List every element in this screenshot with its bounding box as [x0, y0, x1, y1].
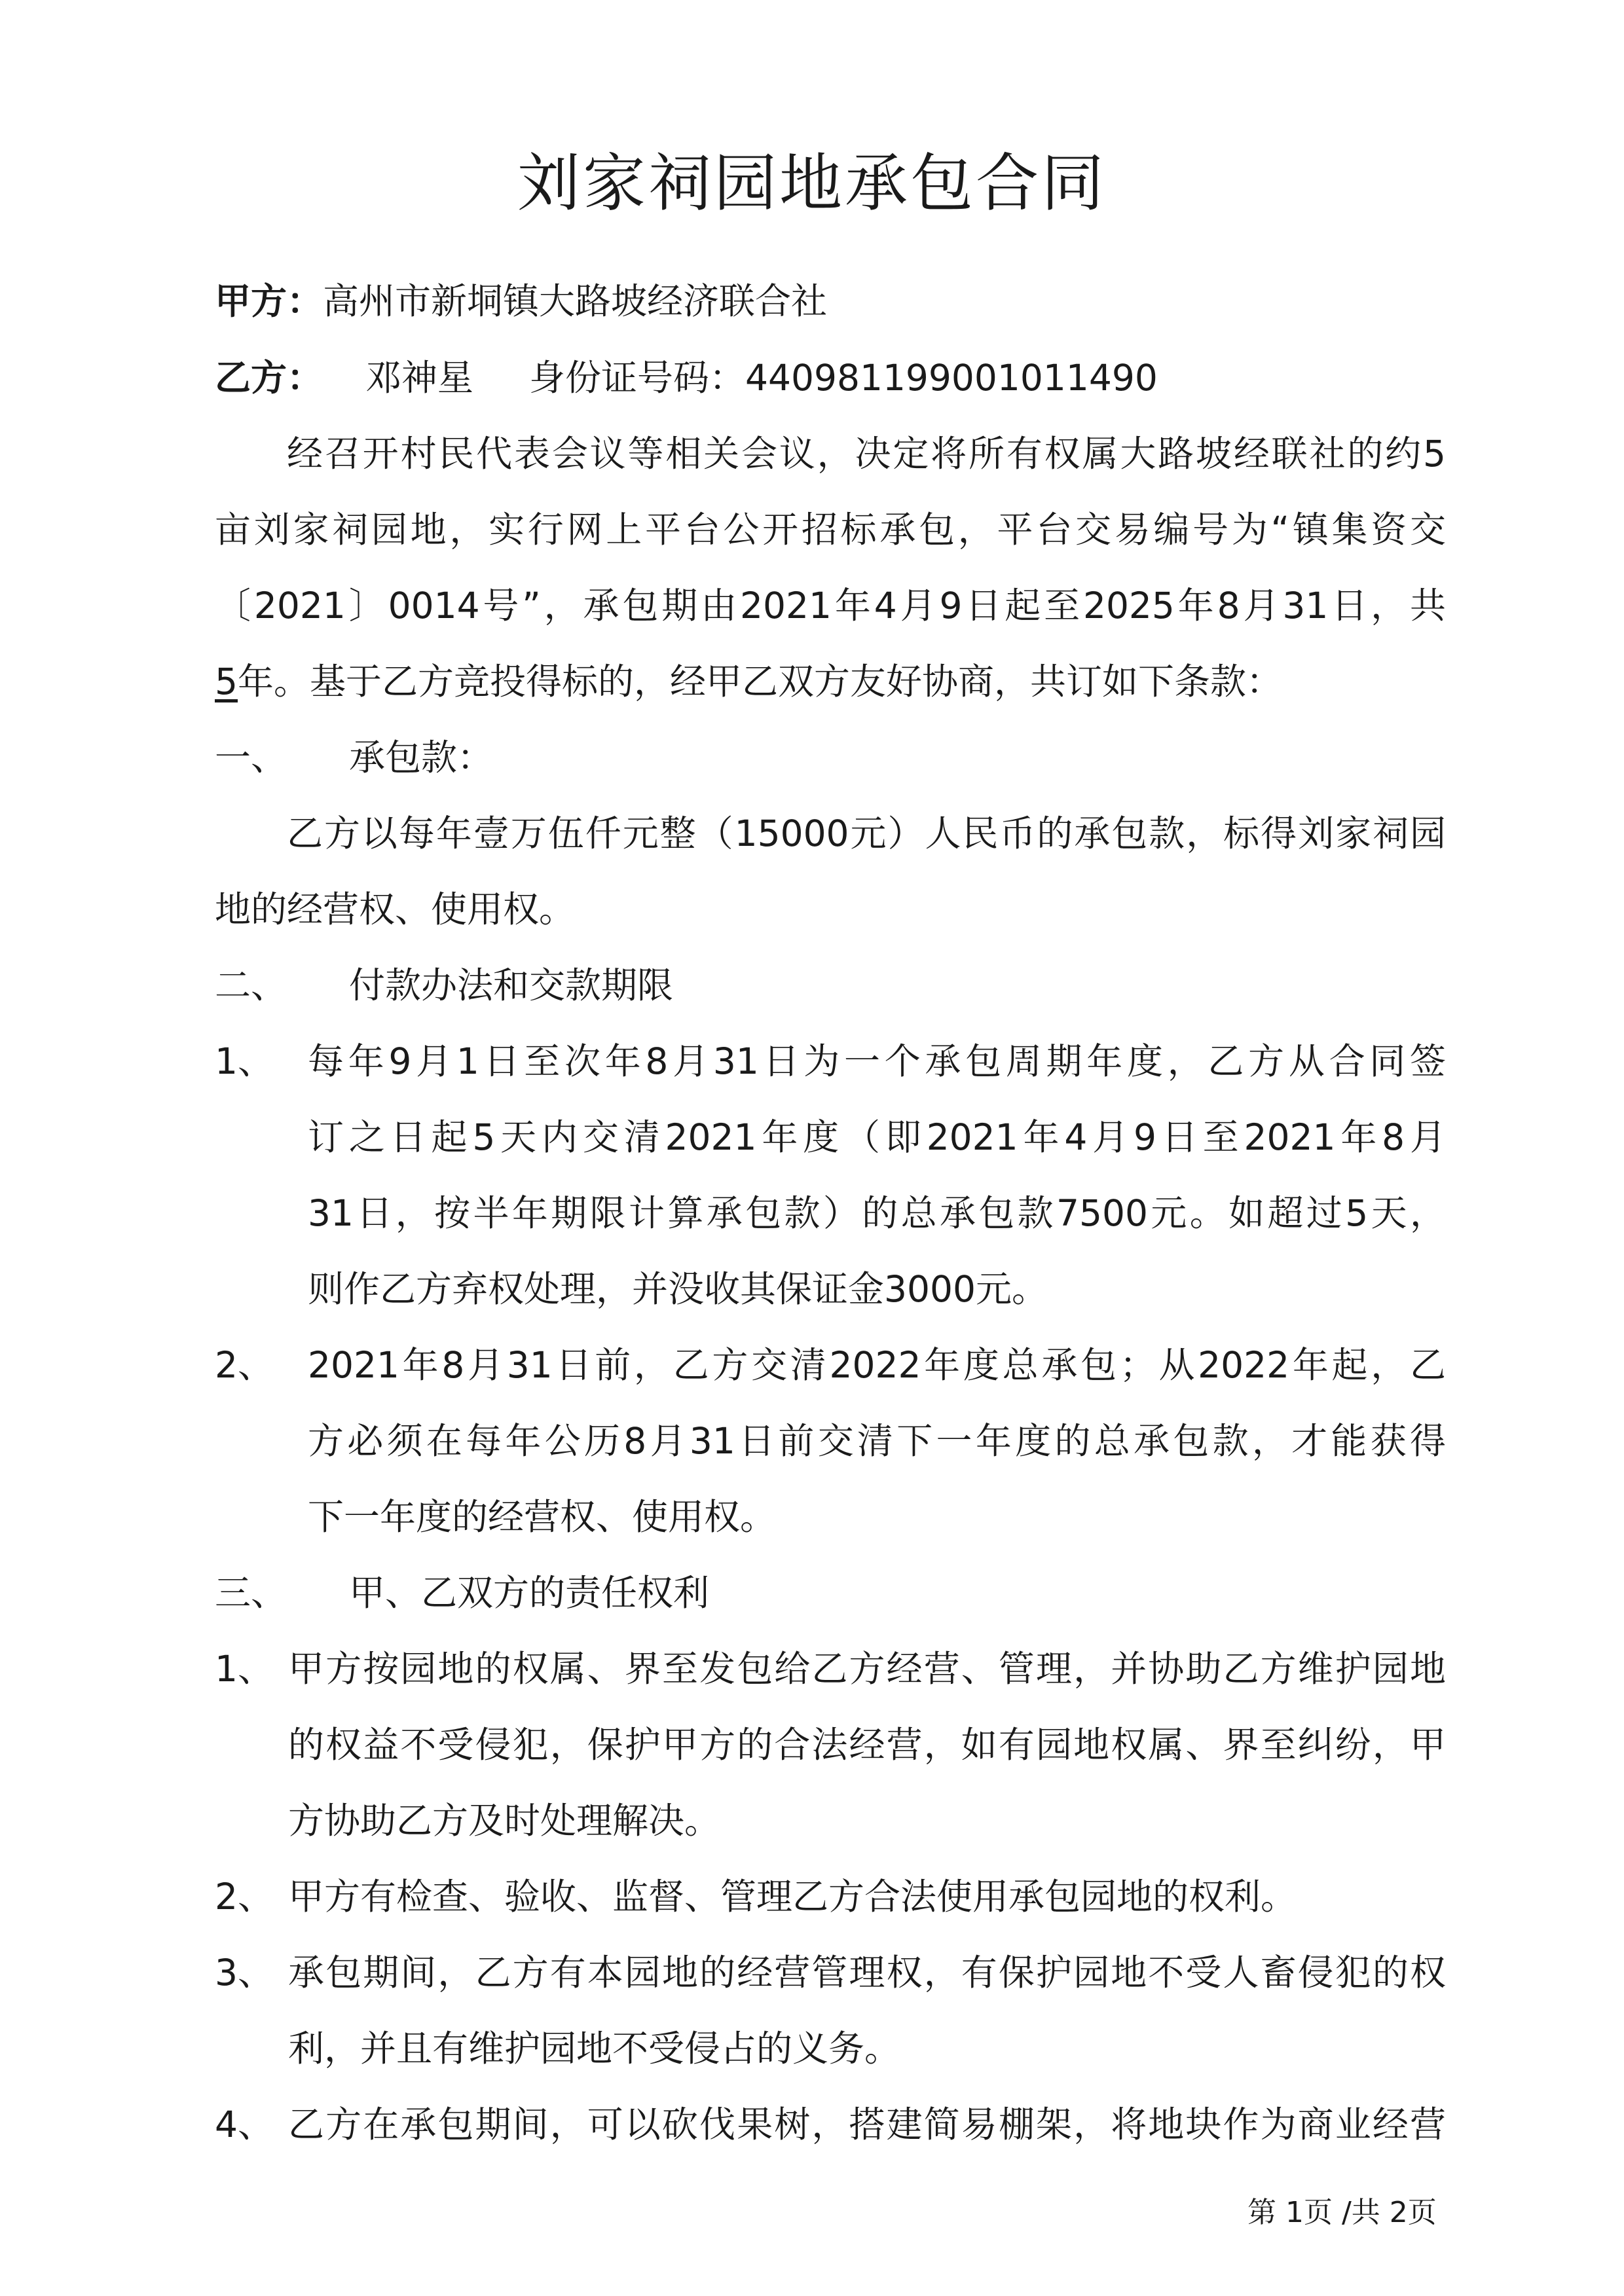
page-number: 第 1页 /共 2页: [1247, 2196, 1437, 2229]
section-1-heading: [215, 731, 493, 784]
party-b-name: 邓神星: [365, 357, 473, 399]
section-1-title: 承包款：: [348, 737, 493, 778]
intro-line-4: [215, 655, 1282, 708]
section-2-number: 二、: [215, 964, 287, 1006]
section-2-item-2-number: 2、: [215, 1344, 274, 1386]
section-2-item-1-line-3: 31日，按半年期限计算承包款）的总承包款7500元。如超过5天，: [308, 1192, 1446, 1234]
party-b-id-number: 440981199001011490: [745, 357, 1158, 399]
section-3-title: 甲、乙双方的责任权利: [348, 1572, 709, 1614]
section-2-heading: [215, 959, 673, 1011]
contract-term-years: 5: [215, 661, 238, 702]
section-1-number: 一、: [215, 737, 287, 778]
section-3-item-3-number: 3、: [215, 1952, 274, 1994]
section-3-heading: [215, 1567, 709, 1619]
section-3-item-2-line-1: 甲方有检查、验收、监督、管理乙方合法使用承包园地的权利。: [288, 1876, 1297, 1918]
section-3-item-4-line-1: 乙方在承包期间，可以砍伐果树，搭建简易棚架，将地块作为商业经营: [288, 2104, 1446, 2145]
intro-line-2: 亩刘家祠园地，实行网上平台公开招标承包，平台交易编号为“镇集资交: [215, 509, 1446, 551]
section-2-item-1-number: 1、: [215, 1040, 274, 1082]
section-2-item-2-line-2: 方必须在每年公历8月31日前交清下一年度的总承包款，才能获得: [308, 1420, 1446, 1462]
section-2-item-2-line-1: 2021年8月31日前，乙方交清2022年度总承包；从2022年起，乙: [308, 1344, 1446, 1386]
section-3-item-1-number: 1、: [215, 1648, 274, 1690]
party-b-line: [215, 352, 1158, 404]
section-2-item-1-line-1: 每年9月1日至次年8月31日为一个承包周期年度，乙方从合同签: [308, 1040, 1446, 1082]
intro-line-4-text: 年。基于乙方竞投得标的，经甲乙双方友好协商，共订如下条款：: [238, 661, 1283, 702]
intro-line-3: 〔2021〕0014号”，承包期由2021年4月9日起至2025年8月31日，共: [215, 585, 1446, 627]
intro-line-1: 经召开村民代表会议等相关会议，决定将所有权属大路坡经联社的约5: [287, 433, 1446, 475]
section-3-item-1-line-2: 的权益不受侵犯，保护甲方的合法经营，如有园地权属、界至纠纷，甲: [288, 1724, 1446, 1766]
party-a-value: 高州市新垌镇大路坡经济联合社: [323, 280, 828, 322]
party-a-line: [215, 275, 827, 327]
section-3-item-4-number: 4、: [215, 2104, 274, 2145]
section-1-line-1: 乙方以每年壹万伍仟元整（15000元）人民币的承包款，标得刘家祠园: [287, 812, 1446, 854]
section-3-item-3-line-1: 承包期间，乙方有本园地的经营管理权，有保护园地不受人畜侵犯的权: [288, 1952, 1446, 1994]
section-2-item-2-line-3: 下一年度的经营权、使用权。: [308, 1496, 777, 1538]
section-1-line-2: 地的经营权、使用权。: [215, 888, 576, 930]
party-a-label: 甲方：: [215, 280, 323, 322]
section-3-item-1-line-1: 甲方按园地的权属、界至发包给乙方经营、管理，并协助乙方维护园地: [288, 1648, 1446, 1690]
section-3-item-3-line-2: 利，并且有维护园地不受侵占的义务。: [288, 2028, 901, 2069]
section-3-item-1-line-3: 方协助乙方及时处理解决。: [288, 1800, 721, 1842]
section-2-title: 付款办法和交款期限: [348, 964, 673, 1006]
party-b-label: 乙方：: [215, 357, 323, 399]
section-3-number: 三、: [215, 1572, 287, 1614]
section-2-item-1-line-4: 则作乙方弃权处理，并没收其保证金3000元。: [308, 1268, 1048, 1310]
document-title: 刘家祠园地承包合同: [517, 147, 1107, 220]
section-2-item-1-line-2: 订之日起5天内交清2021年度（即2021年4月9日至2021年8月: [308, 1116, 1446, 1158]
section-3-item-2-number: 2、: [215, 1876, 274, 1918]
party-b-id-label: 身份证号码：: [528, 357, 745, 399]
